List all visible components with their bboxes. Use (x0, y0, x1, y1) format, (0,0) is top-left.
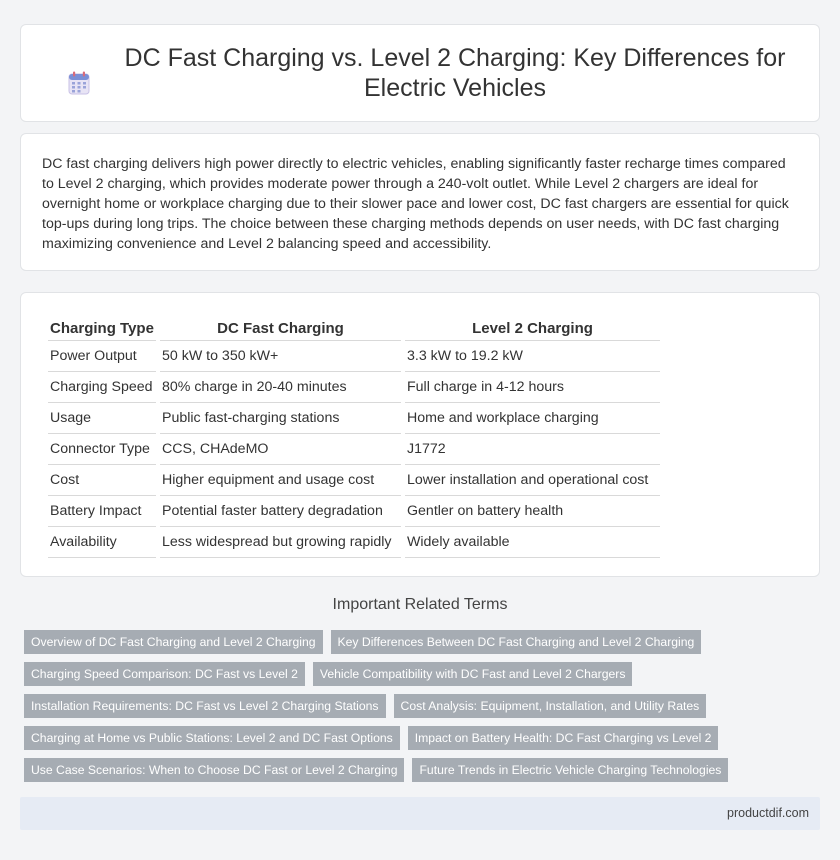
table-cell: Gentler on battery health (405, 496, 660, 527)
table-cell: Lower installation and operational cost (405, 465, 660, 496)
comparison-card (20, 292, 820, 577)
table-cell: Cost (48, 465, 156, 496)
table-row (48, 403, 660, 434)
related-term-link[interactable]: Use Case Scenarios: When to Choose DC Fast or Level 2 Charging (24, 758, 404, 782)
column-header: Charging Type (48, 313, 156, 341)
table-header-row (48, 313, 660, 341)
related-terms-list (24, 630, 724, 790)
table-cell: 50 kW to 350 kW+ (160, 341, 401, 372)
related-term-link[interactable]: Cost Analysis: Equipment, Installation, and Utility Rates (394, 694, 707, 718)
related-term-link[interactable]: Vehicle Compatibility with DC Fast and Level 2 Chargers (313, 662, 633, 686)
table-cell: Battery Impact (48, 496, 156, 527)
table-cell: Connector Type (48, 434, 156, 465)
table-cell: Home and workplace charging (405, 403, 660, 434)
related-term-link[interactable]: Charging at Home vs Public Stations: Level 2 and DC Fast Options (24, 726, 400, 750)
table-row (48, 527, 660, 558)
table-row (48, 496, 660, 527)
table-row (48, 341, 660, 372)
tag-row (24, 630, 724, 662)
related-terms-heading: Important Related Terms (332, 596, 508, 613)
table-row (48, 372, 660, 403)
table-cell: Power Output (48, 341, 156, 372)
column-header: Level 2 Charging (405, 313, 660, 341)
table-cell: Less widespread but growing rapidly (160, 527, 401, 558)
table-cell: CCS, CHAdeMO (160, 434, 401, 465)
table-row (48, 465, 660, 496)
page-title: DC Fast Charging vs. Level 2 Charging: Key Differences for Electric Vehicles (124, 44, 786, 102)
footer (20, 797, 820, 830)
table-cell: Widely available (405, 527, 660, 558)
column-header: DC Fast Charging (160, 313, 401, 341)
related-term-link[interactable]: Key Differences Between DC Fast Charging and Level 2 Charging (331, 630, 702, 654)
title-card (20, 24, 820, 122)
table-cell: Public fast-charging stations (160, 403, 401, 434)
intro-paragraph: DC fast charging delivers high power directly to electric vehicles, enabling significantly faster recharge times compared to Level 2 charging, which provides moderate power through a 240-volt outlet. While Level 2 chargers are ideal for overnight home or workplace charging due to their slower pace and lower cost, DC fast chargers are essential for quick top-ups during long trips. The choice between these charging methods depends on user needs, with DC fast charging maximizing convenience and Level 2 balancing speed and accessibility. (42, 156, 789, 252)
tag-row (24, 662, 724, 694)
tag-row (24, 758, 724, 790)
footer-site-link[interactable]: productdif.com (727, 806, 809, 820)
comparison-table (44, 313, 664, 558)
table-cell: J1772 (405, 434, 660, 465)
table-cell: Full charge in 4-12 hours (405, 372, 660, 403)
table-cell: Higher equipment and usage cost (160, 465, 401, 496)
related-term-link[interactable]: Installation Requirements: DC Fast vs Level 2 Charging Stations (24, 694, 386, 718)
table-cell: Usage (48, 403, 156, 434)
related-term-link[interactable]: Charging Speed Comparison: DC Fast vs Level 2 (24, 662, 305, 686)
table-cell: Potential faster battery degradation (160, 496, 401, 527)
related-term-link[interactable]: Impact on Battery Health: DC Fast Charging vs Level 2 (408, 726, 719, 750)
calendar-icon (68, 71, 90, 95)
table-row (48, 434, 660, 465)
intro-card (20, 133, 820, 271)
table-cell: Availability (48, 527, 156, 558)
table-cell: 80% charge in 20-40 minutes (160, 372, 401, 403)
table-cell: Charging Speed (48, 372, 156, 403)
related-term-link[interactable]: Overview of DC Fast Charging and Level 2 Charging (24, 630, 323, 654)
tag-row (24, 694, 724, 726)
tag-row (24, 726, 724, 758)
related-term-link[interactable]: Future Trends in Electric Vehicle Charging Technologies (412, 758, 728, 782)
table-cell: 3.3 kW to 19.2 kW (405, 341, 660, 372)
